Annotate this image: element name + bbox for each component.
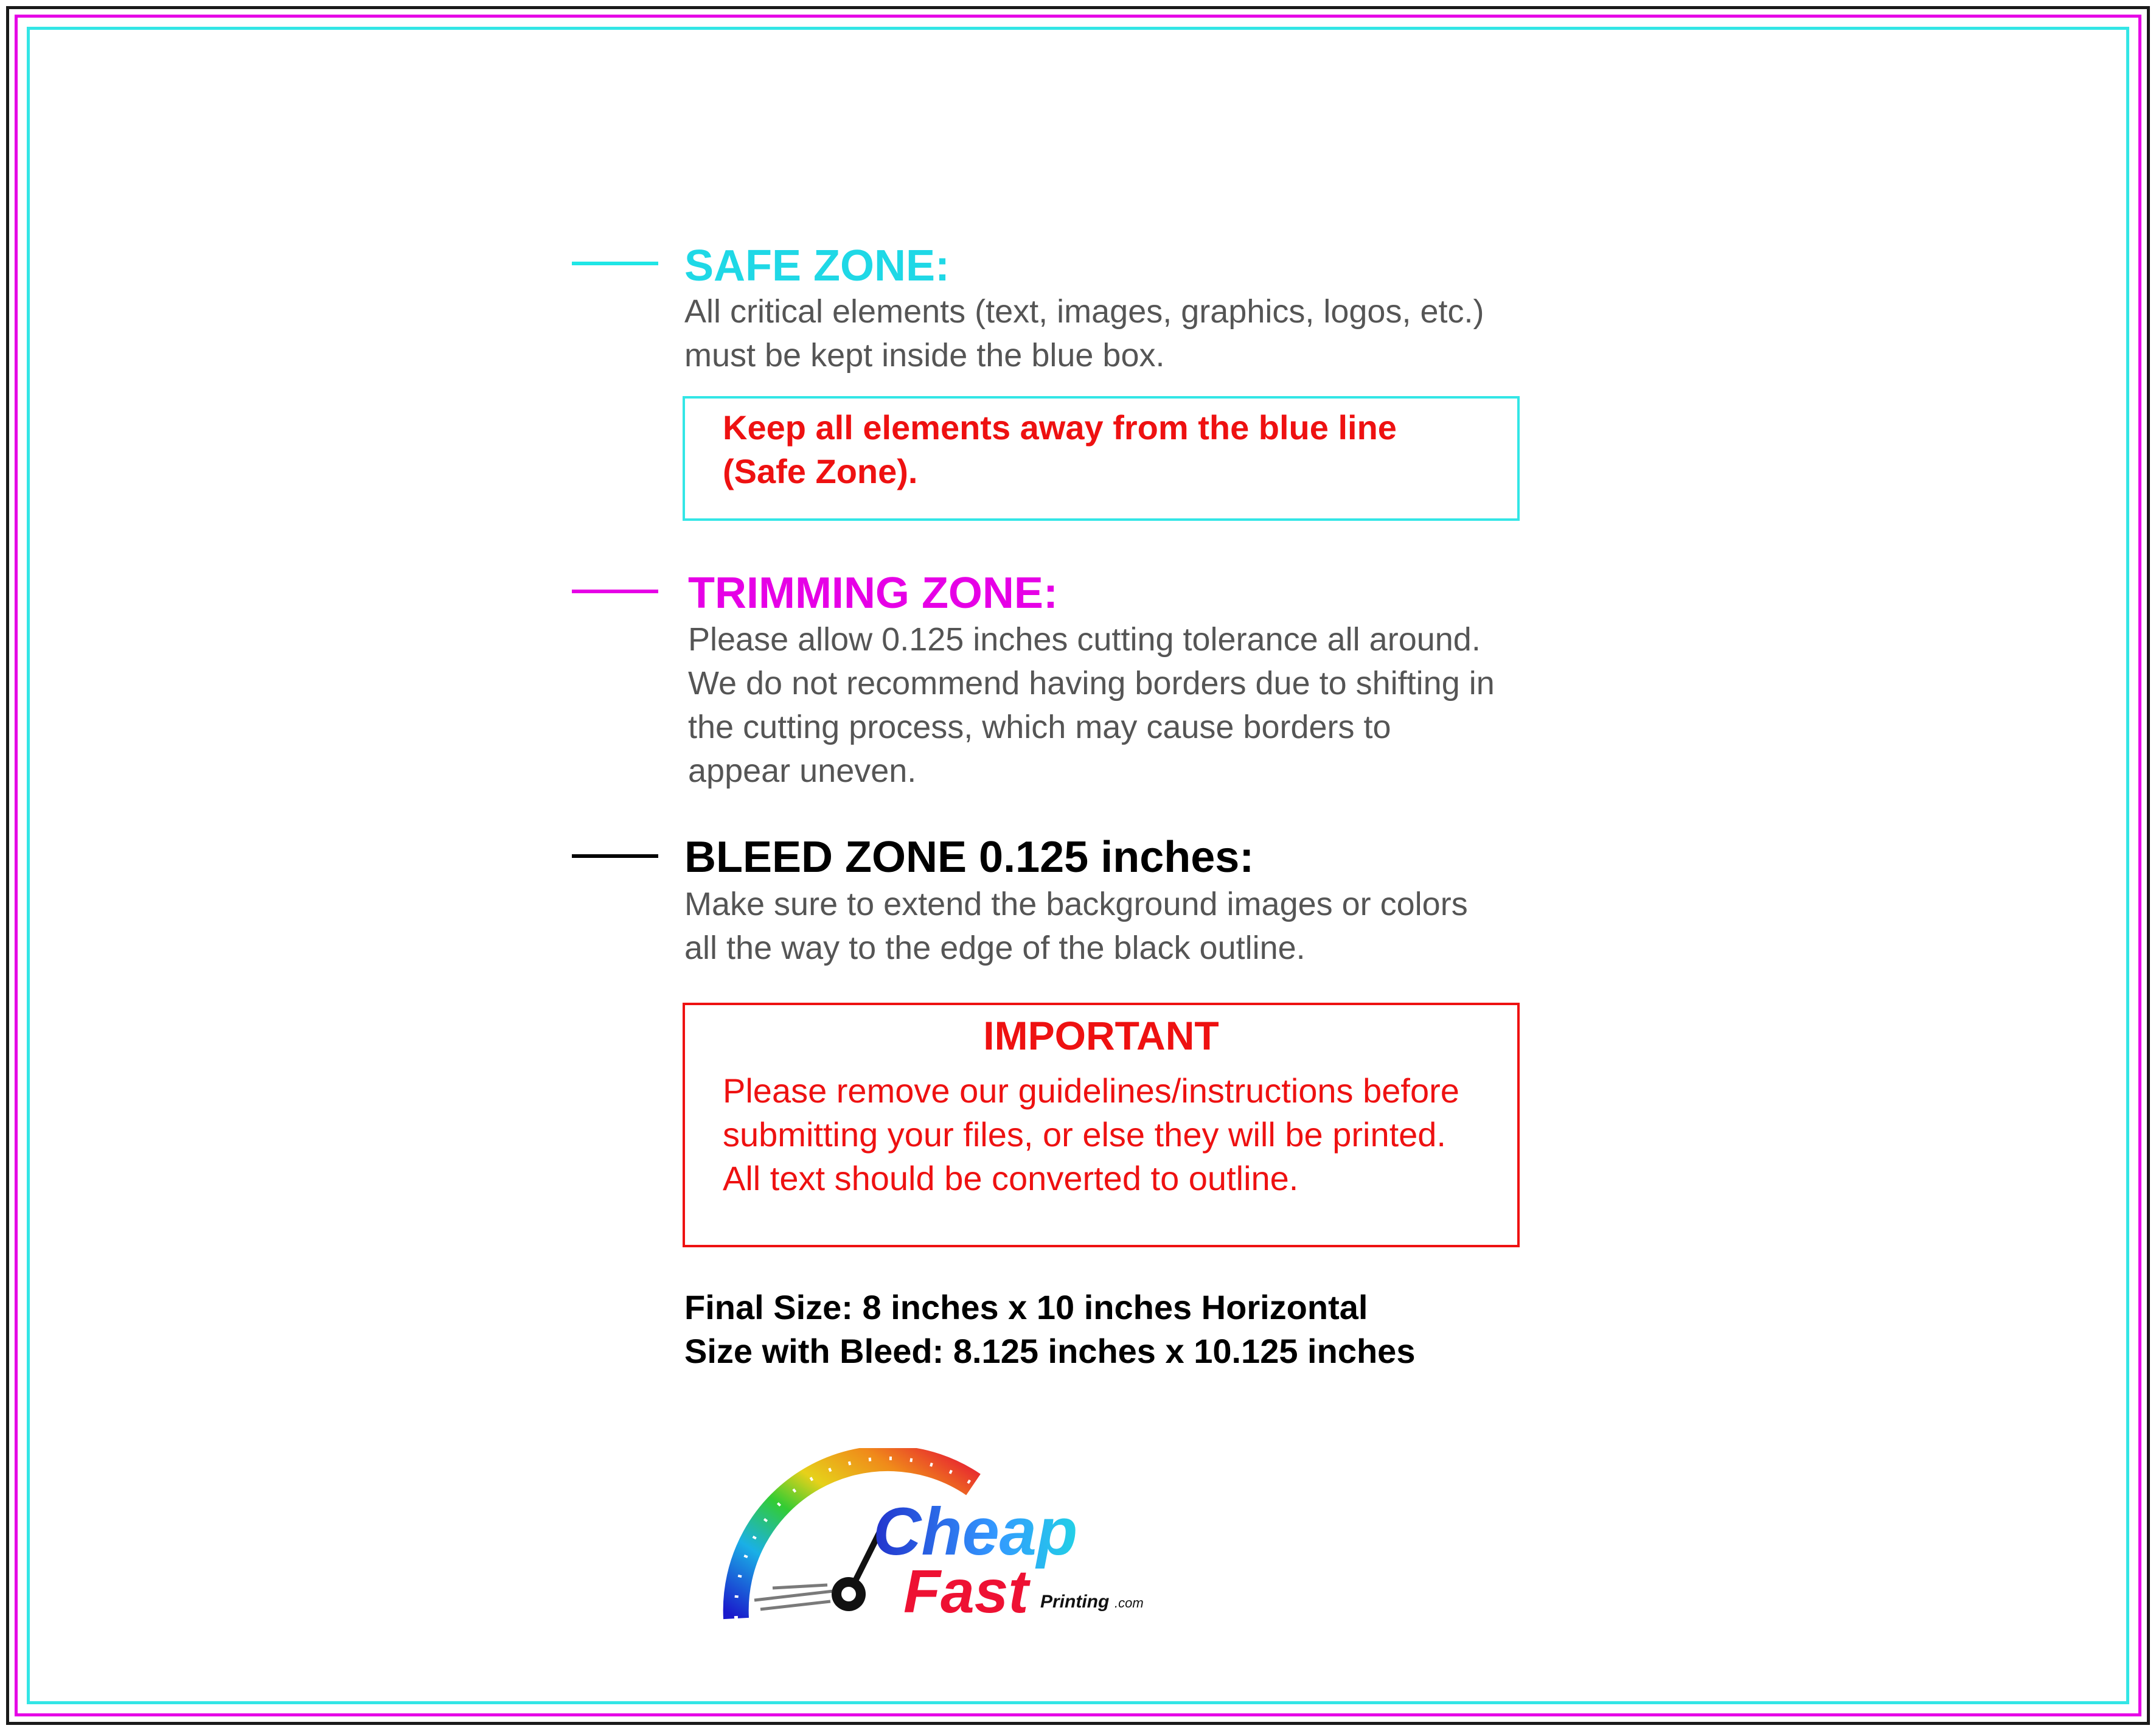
important-line-1: Please remove our guidelines/instructions before [723,1071,1459,1110]
safe-zone-line-1: All critical elements (text, images, graphics, logos, etc.) [684,293,1484,330]
bleed-zone-title: BLEED ZONE 0.125 inches: [684,833,1254,882]
important-title: IMPORTANT [983,1013,1219,1058]
logo-word-printing: Printing [1040,1592,1110,1612]
safe-zone-legend-dash [572,262,658,265]
safe-zone-notice-line-1: Keep all elements away from the blue line [723,408,1397,447]
safe-zone-notice-box [683,396,1520,521]
safe-zone-line-2: must be kept inside the blue box. [684,337,1165,374]
bleed-zone-line-2: all the way to the edge of the black outline. [684,930,1306,966]
cheapfastprinting-logo [718,1448,1156,1631]
trimming-zone-legend-dash [572,590,658,593]
safe-zone-title: SAFE ZONE: [684,242,950,290]
safe-zone-notice-line-2: (Safe Zone). [723,452,918,490]
important-line-2: submitting your files, or else they will be printed. [723,1115,1446,1154]
bleed-zone-legend-dash [572,854,658,858]
trimming-zone-description [688,618,1619,793]
important-notice-box [683,1003,1520,1247]
safe-zone-notice [723,406,1477,493]
bleed-zone-line-1: Make sure to extend the background images or colors [684,886,1468,922]
size-with-bleed: Size with Bleed: 8.125 inches x 10.125 inches [684,1332,1416,1370]
logo-word-fast: Fast [903,1558,1029,1626]
trimming-zone-line-3: the cutting process, which may cause borders to [688,709,1391,745]
trimming-zone-line-1: Please allow 0.125 inches cutting tolerance all around. [688,621,1481,658]
important-line-3: All text should be converted to outline. [723,1159,1299,1197]
trimming-zone-line-4: appear uneven. [688,753,917,789]
trimming-zone-title: TRIMMING ZONE: [688,569,1058,618]
logo-suffix: .com [1115,1595,1144,1611]
trimming-zone-line-2: We do not recommend having borders due to shifting in [688,665,1495,702]
final-size: Final Size: 8 inches x 10 inches Horizontal [684,1288,1368,1326]
logo-word-cheap: Cheap [873,1494,1078,1569]
safe-zone-description [684,290,1567,377]
bleed-zone-description [684,882,1567,970]
